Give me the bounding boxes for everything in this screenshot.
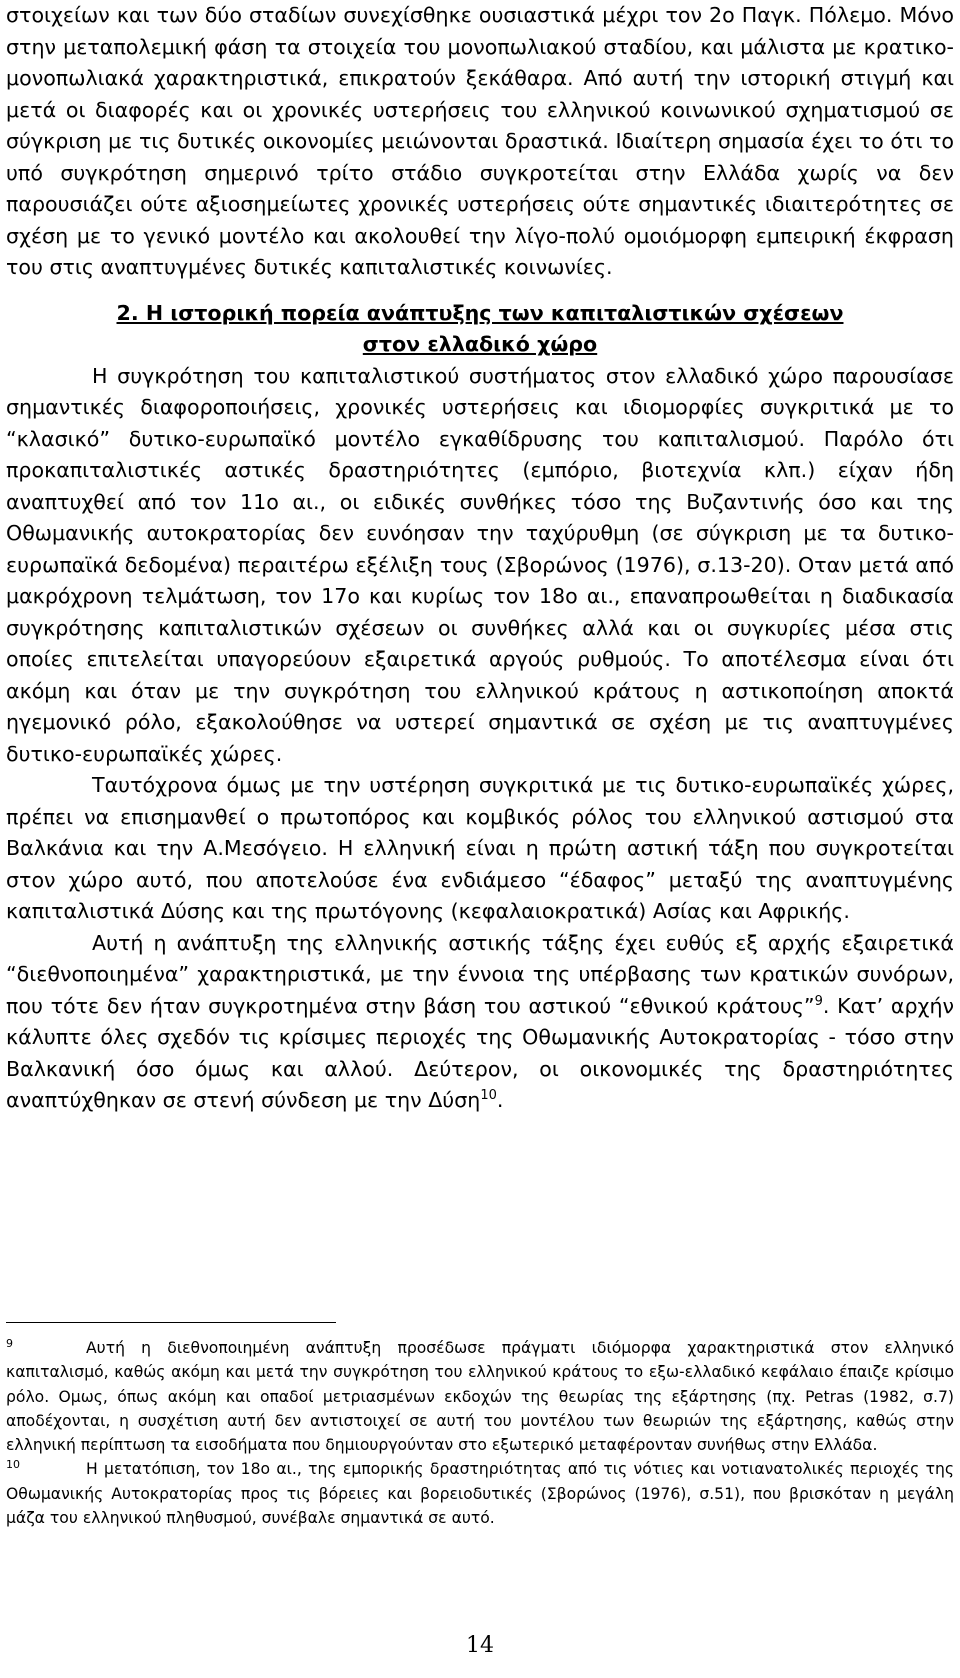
footnote-text: Αυτή η διεθνοποιημένη ανάπτυξη προσέδωσε πράγματι ιδιόμορφα χαρακτηριστικά στον ελληνικό καπιταλισμό, καθώς ακόμη και μετά την συγκρότηση του ελληνικού κράτους το εξω-ελλαδικό κεφάλαιο έπαιζε κρίσιμο ρόλο. Ομως, όπως ακόμη και οπαδοί μετριασμένων εκδοχών της θεωρίας της εξάρτησης (πχ. Petras (1982, σ.7) αποδέχονται, η συσχέτιση αυτή δεν αντιστοιχεί σε αυτή του μοντέλου των θεωριών της εξάρτησης, καθώς στην ελληνική περίπτωση τα εισοδήματα που δημιουργούνταν στο εξωτερικό μεταφέρονταν συνήθως στην Ελλάδα. [6, 1339, 954, 1455]
footnotes [6, 1336, 954, 1530]
paragraph-1: Η συγκρότηση του καπιταλιστικού συστήματος στον ελλαδικό χώρο παρουσίασε σημαντικές διαφοροποιήσεις, χρονικές υστερήσεις και ιδιομορφίες συγκριτικά με το “κλασικό” δυτικο-ευρωπαϊκό μοντέλο εγκαθίδρυσης του καπιταλισμού. Παρόλο ότι προκαπιταλιστικές αστικές δραστηριότητες (εμπόριο, βιοτεχνία κλπ.) είχαν ήδη αναπτυχθεί από τον 11ο αι., οι ειδικές συνθήκες τόσο της Βυζαντινής όσο και της Οθωμανικής αυτοκρατορίας δεν ευνόησαν την ταχύρυθμη (σε σύγκριση με τα δυτικο-ευρωπαϊκά δεδομένα) περαιτέρω εξέλιξη τους (Σβορώνος (1976), σ.13-20). Οταν μετά από μακρόχρονη τελμάτωση, τον 17ο και κυρίως τον 18ο αι., επαναπροωθείται η διαδικασία συγκρότησης καπιταλιστικών σχέσεων οι συνθήκες αλλά και οι συγκυρίες μέσα στις οποίες επιτελείται υπαγορεύουν εξαιρετικά αργούς ρυθμούς. Το αποτέλεσμα είναι ότι ακόμη και όταν με την συγκρότηση του ελληνικού κράτους η αστικοποίηση αποκτά ηγεμονικό ρόλο, εξακολούθησε να υστερεί σημαντικά σε σχέση με τις αναπτυγμένες δυτικο-ευρωπαϊκές χώρες. [6, 363, 954, 766]
section-title-line-2: στον ελλαδικό χώρο [362, 332, 598, 356]
paragraph-2: Ταυτόχρονα όμως με την υστέρηση συγκριτικά με τις δυτικο-ευρωπαϊκές χώρες, πρέπει να επισημανθεί ο πρωτοπόρος και κομβικός ρόλος του ελληνικού αστισμού στα Βαλκάνια και την Α.Μεσόγειο. Η ελληνική είναι η πρώτη αστική τάξη που συγκροτείται στον χώρο αυτό, που αποτελούσε ένα ενδιάμεσο “έδαφος” μεταξύ της αναπτυγμένης καπιταλιστικά Δύσης και της πρωτόγονης (κεφαλαιοκρατικά) Ασίας και Αφρικής. [6, 773, 954, 923]
footnote-separator [6, 1322, 336, 1323]
footnote-ref-10: 10 [480, 1088, 497, 1104]
paragraph-3-part-3: . [496, 1088, 504, 1112]
section-title-line-1: 2. Η ιστορική πορεία ανάπτυξης των καπιταλιστικών σχέσεων [116, 300, 844, 325]
paragraph-continuation: στοιχείων και των δύο σταδίων συνεχίσθηκε ουσιαστικά μέχρι τον 2ο Παγκ. Πόλεμο. Μόνο στην μεταπολεμική φάση τα στοιχεία του μονοπωλιακού σταδίου, και μάλιστα με κρατικο-μονοπωλιακά χαρακτηριστικά, επικρατούν ξεκάθαρα. Από αυτή την ιστορική στιγμή και μετά οι διαφορές και οι χρονικές υστερήσεις του ελληνικού κοινωνικού σχηματισμού σε σύγκριση με τις δυτικές οικονομίες μειώνονται δραστικά. Ιδιαίτερη σημασία έχει το ότι το υπό συγκρότηση σημερινό τρίτο στάδιο συγκροτείται στην Ελλάδα χωρίς να δεν παρουσιάζει ούτε αξιοσημείωτες χρονικές υστερήσεις ούτε σημαντικές ιδιαιτερότητες σε σχέση με το γενικό μοντέλο και ακολουθεί την λίγο-πολύ ομοιόμορφη εμπειρική έκφραση του στις αναπτυγμένες δυτικές καπιταλιστικές κοινωνίες. [6, 3, 954, 279]
paragraph-3-part-1: Αυτή η ανάπτυξη της ελληνικής αστικής τάξης έχει ευθύς εξ αρχής εξαιρετικά “διεθνοποιημένα” χαρακτηριστικά, με την έννοια της υπέρβασης των κρατικών συνόρων, που τότε δεν ήταν συγκροτημένα στην βάση του αστικού “εθνικού κράτους” [6, 930, 954, 1018]
footnote-ref-9: 9 [814, 993, 823, 1009]
page-number: 14 [466, 1633, 494, 1658]
footnote-10: 10 Η μετατόπιση, τον 18ο αι., της εμπορικής δραστηριότητας από τις νότιες και νοτιανατολικές περιοχές της Οθωμανικής Αυτοκρατορίας προς τις βόρειες και βορειοδυτικές (Σβορώνος (1976), σ.51), που βρισκόταν η μεγάλη μάζα του ελληνικού πληθυσμού, συνέβαλε σημαντικά σε αυτό. [6, 1458, 954, 1528]
footnote-9: 9 Αυτή η διεθνοποιημένη ανάπτυξη προσέδωσε πράγματι ιδιόμορφα χαρακτηριστικά στον ελληνικό καπιταλισμό, καθώς ακόμη και μετά την συγκρότηση του ελληνικού κράτους το εξω-ελλαδικό κεφάλαιο έπαιζε κρίσιμο ρόλο. Ομως, όπως ακόμη και οπαδοί μετριασμένων εκδοχών της θεωρίας της εξάρτησης (πχ. Petras (1982, σ.7) αποδέχονται, η συσχέτιση αυτή δεν αντιστοιχεί σε αυτή του μοντέλου των θεωριών της εξάρτησης, καθώς στην ελληνική περίπτωση τα εισοδήματα που δημιουργούνταν στο εξωτερικό μεταφέρονταν συνήθως στην Ελλάδα. [6, 1336, 954, 1455]
paragraph-3 [6, 928, 954, 1117]
body-text [6, 0, 954, 1117]
section-title [6, 298, 954, 361]
paragraph-3-part-2: . Κατ’ αρχήν κάλυπτε όλες σχεδόν τις κρίσιμες περιοχές της Οθωμανικής Αυτοκρατορίας - τόσο στην Βαλκανική όσο όμως και αλλού. Δεύτερον, οι οικονομικές της δραστηριότητες αναπτύχθηκαν σε στενή σύνδεση με την Δύση [6, 993, 955, 1112]
footnote-text: Η μετατόπιση, τον 18ο αι., της εμπορικής δραστηριότητας από τις νότιες και νοτιανατολικές περιοχές της Οθωμανικής Αυτοκρατορίας προς τις βόρειες και βορειοδυτικές (Σβορώνος (1976), σ.51), που βρισκόταν η μεγάλη μάζα του ελληνικού πληθυσμού, συνέβαλε σημαντικά σε αυτό. [6, 1460, 954, 1528]
